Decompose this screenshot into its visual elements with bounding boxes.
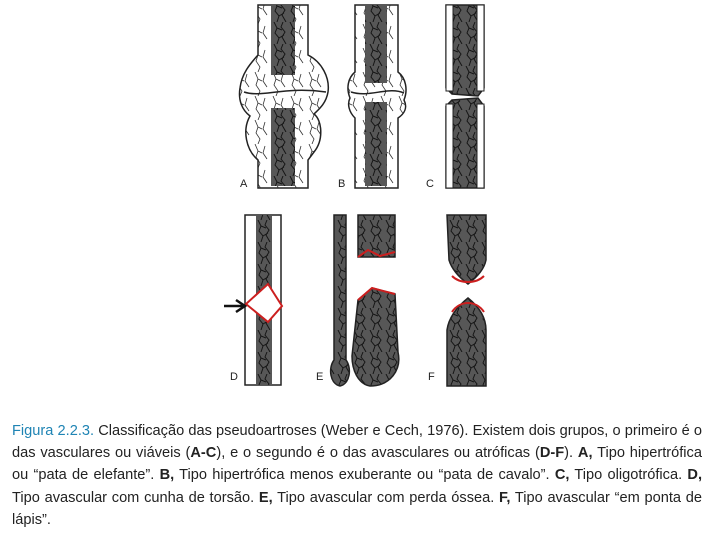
text-f: Tipo avascular “em ponta de lápis”. <box>12 489 702 528</box>
text-e: Tipo avascular com perda óssea. <box>272 489 500 506</box>
panel-f-label: F <box>428 371 435 383</box>
panel-e-fibula <box>331 215 350 386</box>
panel-d-label: D <box>230 371 238 383</box>
text-b: Tipo hipertrófica menos exuberante ou “pata de cavalo”. <box>174 467 555 484</box>
panel-e-lower-bone <box>352 288 399 386</box>
panel-b-lower-medulla <box>365 102 387 186</box>
panel-e <box>316 215 399 386</box>
figure-label: Figura 2.2.3. <box>12 423 95 439</box>
label-a: A, <box>577 445 593 462</box>
panel-c-upper-cortex-right <box>477 5 484 91</box>
text-d: Tipo avascular com cunha de torsão. <box>12 489 259 506</box>
panel-a <box>239 5 328 190</box>
figure-caption <box>12 420 702 531</box>
panel-c-lower-cortex-right <box>477 104 484 188</box>
panel-c-label: C <box>426 178 434 190</box>
text-c: Tipo oligotrófica. <box>569 467 688 484</box>
panel-b-label: B <box>338 178 346 190</box>
panel-f <box>428 215 486 386</box>
ref-a-c: A-C <box>190 445 217 462</box>
label-c: C, <box>554 467 570 484</box>
panel-b-upper-medulla <box>365 5 387 83</box>
panel-b <box>338 5 406 190</box>
panel-d <box>224 215 282 385</box>
panel-a-lower-medulla <box>271 108 295 186</box>
arrow-icon <box>224 300 245 312</box>
panel-a-upper-medulla <box>271 5 295 75</box>
text-a: Tipo hipertrófica ou “pata de elefante”. <box>12 445 702 484</box>
panel-c-upper-cortex-left <box>446 5 453 91</box>
panel-c-lower-cortex-left <box>446 104 453 188</box>
label-e: E, <box>258 489 273 506</box>
panel-c <box>426 5 484 190</box>
ref-d-f: D-F <box>539 445 565 462</box>
label-f: F, <box>499 489 511 506</box>
panel-e-upper-bone <box>358 215 395 257</box>
panel-e-label: E <box>316 371 324 383</box>
caption-text-1: Classificação das pseudoartroses (Weber e Cech, 1976). Existem dois grupos, o primeiro é o das vasculares ou viáveis ( <box>12 423 703 462</box>
caption-text-3: ). <box>564 445 578 462</box>
panel-f-upper-bone <box>447 215 486 284</box>
caption-text-2: ), e o segundo é o das avasculares ou atróficas ( <box>216 445 540 462</box>
label-b: B, <box>159 467 175 484</box>
label-d: D, <box>687 467 702 484</box>
panel-a-label: A <box>240 178 248 190</box>
